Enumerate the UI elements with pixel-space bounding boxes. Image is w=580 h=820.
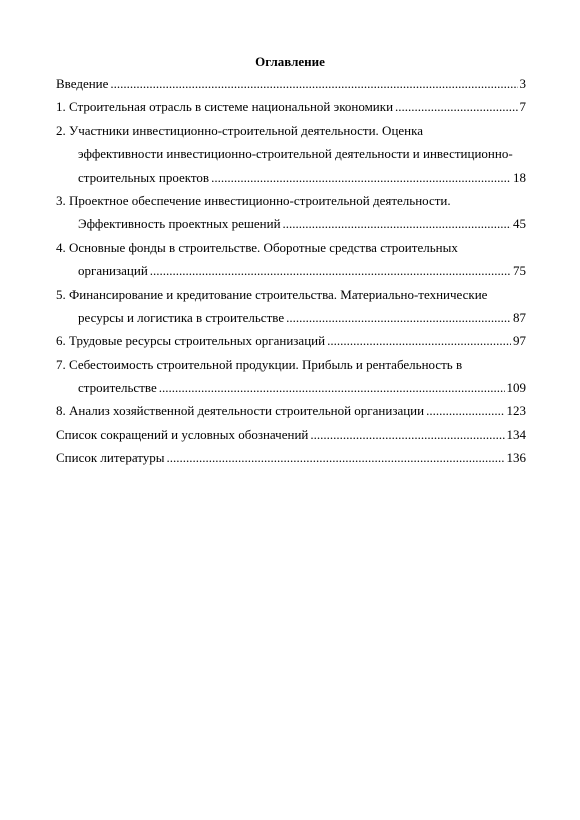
toc-page-number: 136 xyxy=(506,450,526,466)
toc-page-number: 3 xyxy=(519,76,526,91)
dot-leader xyxy=(310,423,504,446)
toc-entry-text: строительных проектов xyxy=(78,169,210,185)
toc-entry xyxy=(56,236,526,283)
toc-entry xyxy=(56,119,526,189)
toc-line xyxy=(56,329,526,352)
toc-line xyxy=(56,376,526,399)
toc-entry xyxy=(56,283,526,330)
toc-entry xyxy=(56,329,526,352)
toc-page-number: 97 xyxy=(513,333,526,349)
dot-leader xyxy=(426,399,504,422)
dot-leader xyxy=(286,306,511,329)
toc-entry-text: Введение xyxy=(56,76,109,91)
toc-page-number: 18 xyxy=(513,169,526,185)
dot-leader xyxy=(395,95,517,118)
toc-line xyxy=(56,446,526,469)
toc-entry-text: строительстве xyxy=(78,380,157,396)
dot-leader xyxy=(211,166,511,189)
dot-leader xyxy=(327,329,511,352)
toc-entry xyxy=(56,95,526,118)
toc-entry-text: Эффективность проектных решений xyxy=(78,216,281,232)
toc-entry-text: Список литературы xyxy=(56,450,165,466)
toc-entry xyxy=(56,446,526,469)
toc-entry-text: 5. Финансирование и кредитование строительства. Материально-технические xyxy=(56,286,488,302)
toc-entry-text: 6. Трудовые ресурсы строительных организаций xyxy=(56,333,326,349)
toc-page-number: 87 xyxy=(513,309,526,325)
toc-line xyxy=(56,166,526,189)
toc-line xyxy=(56,399,526,422)
dot-leader xyxy=(167,446,505,469)
toc-line xyxy=(56,259,526,282)
toc-entry-text: ресурсы и логистика в строительстве xyxy=(78,309,285,325)
toc-entry xyxy=(56,399,526,422)
toc-line xyxy=(56,95,526,118)
toc-line xyxy=(56,423,526,446)
toc-line xyxy=(56,72,526,95)
toc-entry-text: 2. Участники инвестиционно-строительной деятельности. Оценка xyxy=(56,122,424,138)
toc-line xyxy=(56,119,526,142)
toc-line xyxy=(56,353,526,376)
toc-page-number: 7 xyxy=(519,99,526,115)
toc-title: Оглавление xyxy=(255,54,325,69)
toc-entry-text: 3. Проектное обеспечение инвестиционно-строительной деятельности. xyxy=(56,192,451,208)
dot-leader xyxy=(150,259,511,282)
toc-entry-text: 8. Анализ хозяйственной деятельности строительной организации xyxy=(56,403,425,419)
toc-list xyxy=(56,72,526,470)
toc-line xyxy=(56,306,526,329)
toc-entry xyxy=(56,353,526,400)
toc-entry-text: 1. Строительная отрасль в системе национальной экономики xyxy=(56,99,394,115)
toc-page-number: 123 xyxy=(506,403,526,419)
toc-entry xyxy=(56,72,526,95)
toc-entry-text: 7. Себестоимость строительной продукции. Прибыль и рентабельность в xyxy=(56,356,463,372)
toc-line xyxy=(56,142,526,165)
toc-line xyxy=(56,189,526,212)
toc-entry-text: Список сокращений и условных обозначений xyxy=(56,426,309,442)
toc-entry-text: эффективности инвестиционно-строительной деятельности и инвестиционно- xyxy=(78,146,513,162)
toc-page-number: 134 xyxy=(506,426,526,442)
toc-entry-text: 4. Основные фонды в строительстве. Оборотные средства строительных xyxy=(56,239,458,255)
toc-page-number: 45 xyxy=(513,216,526,232)
toc-page-number: 75 xyxy=(513,263,526,279)
toc-line xyxy=(56,236,526,259)
toc-line xyxy=(56,212,526,235)
dot-leader xyxy=(283,212,511,235)
dot-leader xyxy=(159,376,505,399)
toc-entry-text: организаций xyxy=(78,263,148,279)
toc-entry xyxy=(56,423,526,446)
dot-leader xyxy=(110,72,517,95)
toc-line xyxy=(56,283,526,306)
toc-page-number: 109 xyxy=(506,380,526,396)
toc-entry xyxy=(56,189,526,236)
